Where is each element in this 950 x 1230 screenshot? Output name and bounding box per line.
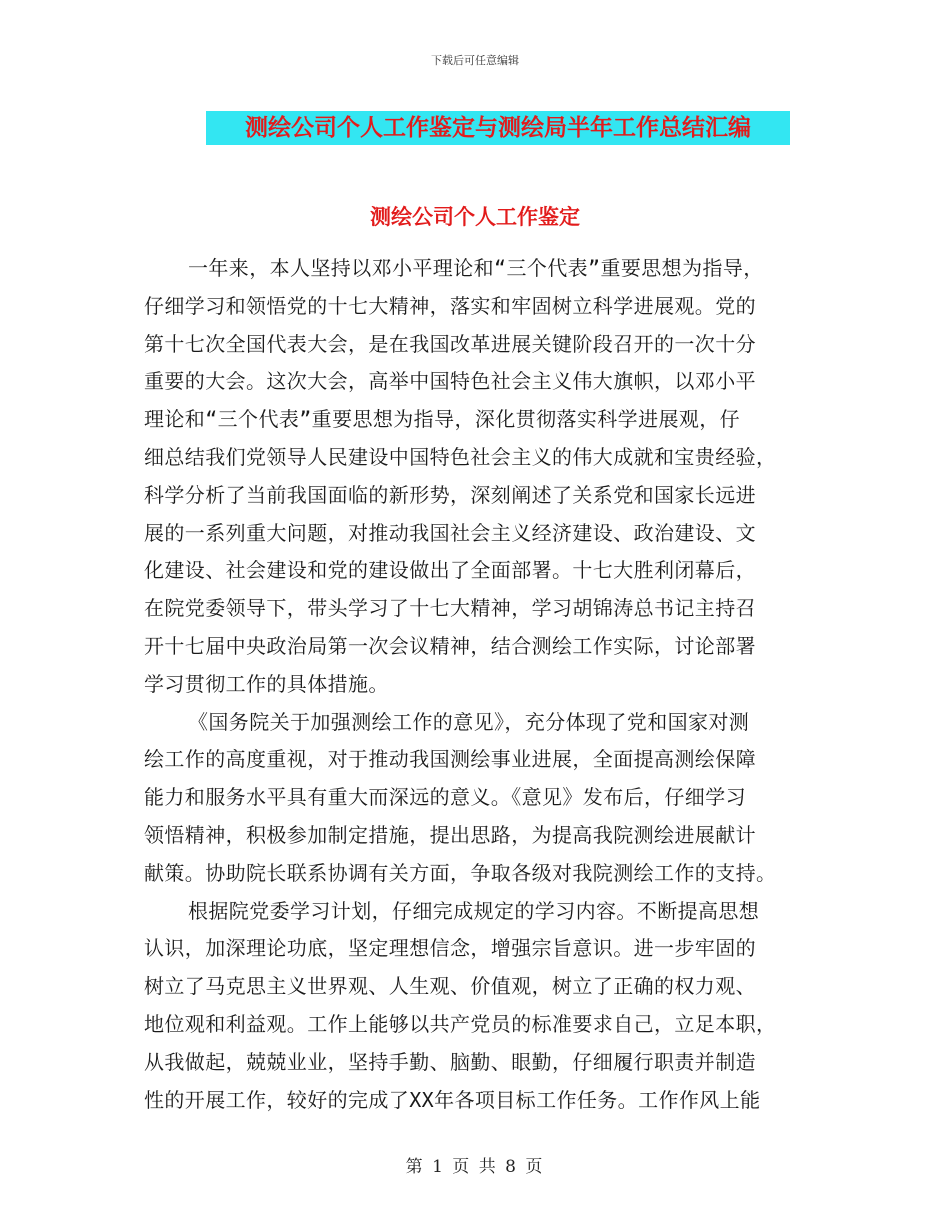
text-line: 性的开展工作，较好的完成了XX年各项目标工作任务。工作作风上能 <box>144 1087 761 1112</box>
text-line: 第十七次全国代表大会，是在我国改革进展关键阶段召开的一次十分 <box>144 331 756 356</box>
text-line: 一年来，本人坚持以邓小平理论和“三个代表”重要思想为指导， <box>188 256 764 280</box>
text-line: 化建设、社会建设和党的建设做出了全面部署。十七大胜利闭幕后， <box>144 558 756 583</box>
text-line: 重要的大会。这次大会，高举中国特色社会主义伟大旗帜，以邓小平 <box>144 369 756 394</box>
text-line: 展的一系列重大问题，对推动我国社会主义经济建设、政治建设、文 <box>144 520 756 545</box>
text-line: 学习贯彻工作的具体措施。 <box>144 671 389 696</box>
text-line: 在院党委领导下，带头学习了十七大精神，学习胡锦涛总书记主持召 <box>144 596 756 621</box>
text-line: 能力和服务水平具有重大而深远的意义。《意见》发布后，仔细学习 <box>144 785 746 810</box>
text-line: 献策。协助院长联系协调有关方面，争取各级对我院测绘工作的支持。 <box>144 860 777 885</box>
text-line: 《国务院关于加强测绘工作的意见》，充分体现了党和国家对测 <box>188 709 750 734</box>
text-line: 开十七届中央政治局第一次会议精神，结合测绘工作实际，讨论部署 <box>144 633 756 658</box>
text-line: 仔细学习和领悟党的十七大精神，落实和牢固树立科学进展观。党的 <box>144 293 756 318</box>
text-line: 理论和“三个代表”重要思想为指导，深化贯彻落实科学进展观，仔 <box>144 407 741 432</box>
text-line: 认识，加深理论功底，坚定理想信念，增强宗旨意识。进一步牢固的 <box>144 936 756 961</box>
text-line: 地位观和利益观。工作上能够以共产党员的标准要求自己，立足本职， <box>144 1011 777 1036</box>
page-header-note: 下载后可任意编辑 <box>431 54 519 67</box>
text-line: 领悟精神，积极参加制定措施，提出思路，为提高我院测绘进展献计 <box>144 822 756 847</box>
text-line: 从我做起，兢兢业业，坚持手勤、脑勤、眼勤，仔细履行职责并制造 <box>144 1049 756 1074</box>
page-footer: 第 1 页 共 8 页 <box>405 1157 545 1177</box>
main-title: 测绘公司个人工作鉴定与测绘局半年工作总结汇编 <box>245 114 751 141</box>
text-line: 科学分析了当前我国面临的新形势，深刻阐述了关系党和国家长远进 <box>144 482 756 507</box>
section-title: 测绘公司个人工作鉴定 <box>370 204 580 229</box>
text-line: 根据院党委学习计划，仔细完成规定的学习内容。不断提高思想 <box>188 898 760 923</box>
text-line: 树立了马克思主义世界观、人生观、价值观，树立了正确的权力观、 <box>144 974 756 999</box>
document-body <box>144 250 804 1119</box>
text-line: 绘工作的高度重视，对于推动我国测绘事业进展，全面提高测绘保障 <box>144 747 756 772</box>
main-title-highlight <box>206 111 790 145</box>
text-line: 细总结我们党领导人民建设中国特色社会主义的伟大成就和宝贵经验， <box>144 444 777 469</box>
